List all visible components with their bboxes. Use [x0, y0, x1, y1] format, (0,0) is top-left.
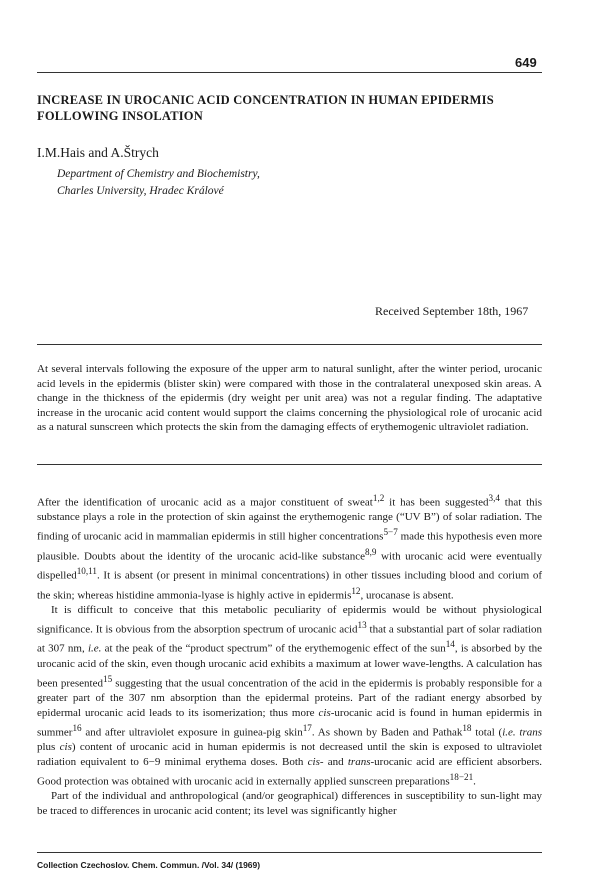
citation: 17 — [302, 722, 312, 733]
authors: I.M.Hais and A.Štrych — [37, 145, 159, 160]
citation: 5−7 — [383, 527, 398, 538]
citation: 18−21 — [449, 771, 474, 782]
citation: 8,9 — [365, 546, 377, 557]
received-date: Received September 18th, 1967 — [375, 304, 529, 318]
header-rule — [37, 72, 542, 73]
abstract-bottom-rule — [37, 464, 542, 465]
page-number: 649 — [515, 55, 537, 70]
citation: 12 — [351, 585, 361, 596]
body-text — [37, 491, 542, 819]
citation: 13 — [357, 619, 367, 630]
paragraph-1: After the identification of urocanic acid as a major constituent of sweat$^{1,2}$ it has been suggested$^{3,4}$ that this substance plays a role in the protection of skin against the erythemogenic range (“UV B”) of solar radiation. The finding of urocanic acid in mammalian epidermis in still higher concentrations$^{5-7}$ made this hypothesis even more plausible. Doubts about the identity of the urocanic acid-like substance$^{8,9}$ with urocanic acid were eventually dispelled$^{10,11}$. It is absent (or present in minimal concentrations) in other tissues including blood and corium of the skin; whereas histidine ammonia-lyase is highly active in epidermis$^{12}$, urocanase is absent. — [37, 493, 542, 602]
affiliation-university: Charles University, Hradec Králové — [57, 185, 224, 197]
citation: 14 — [445, 639, 455, 650]
article-title: INCREASE IN UROCANIC ACID CONCENTRATION IN HUMAN EPIDERMIS FOLLOWING INSOLATION — [37, 93, 494, 123]
abstract-top-rule — [37, 344, 542, 345]
citation: 3,4 — [488, 493, 500, 503]
citation: 1,2 — [372, 493, 385, 503]
citation: 10,11 — [76, 566, 97, 577]
citation: 16 — [72, 722, 82, 733]
footer-rule — [37, 852, 542, 853]
affiliation — [57, 166, 260, 200]
journal-footer: Collection Czechoslov. Chem. Commun. /Vol. 34/ (1969) — [37, 860, 261, 870]
citation: 15 — [103, 673, 113, 684]
abstract: At several intervals following the exposure of the upper arm to natural sunlight, after the winter period, urocanic acid levels in the epidermis (blister skin) were compared with those in the contralateral unexposed skin areas. A change in the thickness of the epidermis (dry weight per unit area) was not a regular finding. The adaptative increase in the urocanic acid content would support the claims concerning the physiological role of urocanic acid as a natural sunscreen which protects the skin from the damaging effects of erythemogenic ultraviolet radiation. — [37, 363, 542, 434]
paragraph-3: Part of the individual and anthropological (and/or geographical) differences in susceptibility to sun-light may be traced to differences in urocanic acid content; its level was significantly higher — [37, 790, 542, 817]
citation: 18 — [462, 722, 472, 733]
paragraph-2: It is difficult to conceive that this metabolic peculiarity of epidermis would be without physiological significance. It is obvious from the absorption spectrum of urocanic acid$^{13}$ that a substantial part of solar radiation at 307 nm, i.e. at the peak of the “product spectrum” of the erythemogenic effect of the sun$^{14}$, is absorbed by the urocanic acid of the skin, even though urocanic acid exhibits a maximum at lower wave-lengths. A calculation has been presented$^{15}$ suggesting that the usual concentration of the acid in the epidermis is probably responsible for a greater part of the 307 nm absorption than the epidermal proteins. Part of the radiant energy absorbed by epidermal urocanic acid leads to its isomerization; thus more cis-urocanic acid is found in human epidermis in summer$^{16}$ and after ultraviolet exposure in guinea-pig skin$^{17}$. As shown by Baden and Pathak$^{18}$ total (i.e. trans plus cis) content of urocanic acid in human epidermis is not decreased until the skin is exposed to ultraviolet radiation equivalent to 6−9 minimal erythema doses. Both cis- and trans-urocanic acid are efficient absorbers. Good protection was obtained with urocanic acid in externally applied sunscreen preparations$^{18-21}$. — [37, 604, 543, 788]
affiliation-department: Department of Chemistry and Biochemistry, — [57, 168, 260, 180]
